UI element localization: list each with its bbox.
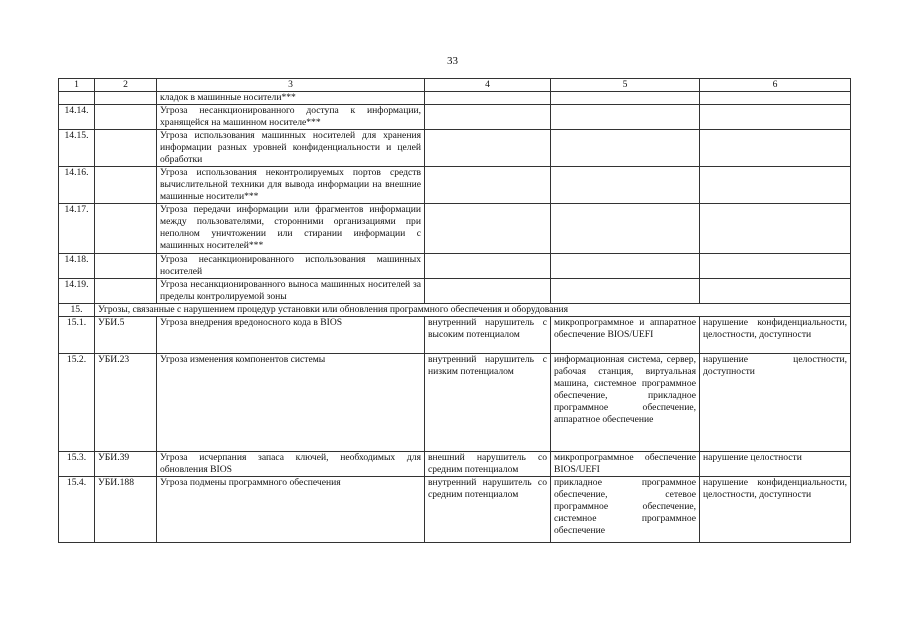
cell-threat: кладок в машинные носители*** <box>157 92 425 105</box>
table-row <box>59 279 851 304</box>
cell-object <box>551 204 700 254</box>
cell-threat: Угроза передачи информации или фрагментов информации между пользователями, сторонними организациями при неполном уничтожении или стирании информации с машинных носителей*** <box>157 204 425 254</box>
cell-threat: Угроза несанкционированного выноса машинных носителей за пределы контролируемой зоны <box>157 279 425 304</box>
table-row <box>59 354 851 452</box>
cell-code <box>95 130 157 167</box>
cell-threat: Угроза исчерпания запаса ключей, необходимых для обновления BIOS <box>157 452 425 477</box>
cell-consequence <box>700 92 851 105</box>
cell-object <box>551 92 700 105</box>
table-row <box>59 317 851 354</box>
table-header <box>59 79 851 92</box>
cell-object <box>551 105 700 130</box>
cell-consequence <box>700 204 851 254</box>
column-header: 2 <box>95 79 157 92</box>
cell-object <box>551 130 700 167</box>
column-header: 4 <box>425 79 551 92</box>
cell-code: УБИ.23 <box>95 354 157 452</box>
cell-threat: Угроза использования неконтролируемых портов средств вычислительной техники для вывода информации на внешние машинные носители*** <box>157 167 425 204</box>
table-row <box>59 452 851 477</box>
threats-table <box>58 78 851 543</box>
cell-number: 15.2. <box>59 354 95 452</box>
cell-consequence: нарушение целостности <box>700 452 851 477</box>
cell-code <box>95 167 157 204</box>
table-row <box>59 130 851 167</box>
cell-violator <box>425 130 551 167</box>
cell-code: УБИ.188 <box>95 477 157 543</box>
cell-object: прикладное программное обеспечение, сетевое программное обеспечение, системное программное обеспечение <box>551 477 700 543</box>
column-header: 6 <box>700 79 851 92</box>
column-header: 5 <box>551 79 700 92</box>
cell-code <box>95 254 157 279</box>
cell-violator <box>425 254 551 279</box>
cell-consequence <box>700 254 851 279</box>
cell-object: информационная система, сервер, рабочая станция, виртуальная машина, системное программное обеспечение, прикладное программное обеспечение, аппаратное обеспечение <box>551 354 700 452</box>
cell-violator <box>425 204 551 254</box>
cell-threat: Угроза использования машинных носителей для хранения информации разных уровней конфиденциальности и целей обработки <box>157 130 425 167</box>
cell-violator: внутренний нарушитель с высоким потенциалом <box>425 317 551 354</box>
cell-number: 14.15. <box>59 130 95 167</box>
cell-consequence <box>700 130 851 167</box>
cell-violator <box>425 92 551 105</box>
cell-consequence <box>700 279 851 304</box>
table-row <box>59 167 851 204</box>
cell-number: 14.17. <box>59 204 95 254</box>
cell-object <box>551 254 700 279</box>
cell-violator <box>425 279 551 304</box>
header-row <box>59 79 851 92</box>
column-header: 1 <box>59 79 95 92</box>
cell-threat: Угроза подмены программного обеспечения <box>157 477 425 543</box>
cell-code: УБИ.39 <box>95 452 157 477</box>
cell-violator: внутренний нарушитель с низким потенциалом <box>425 354 551 452</box>
cell-violator <box>425 105 551 130</box>
cell-number <box>59 92 95 105</box>
cell-object <box>551 279 700 304</box>
cell-violator: внешний нарушитель со средним потенциалом <box>425 452 551 477</box>
cell-code <box>95 204 157 254</box>
cell-threat: Угроза внедрения вредоносного кода в BIOS <box>157 317 425 354</box>
cell-number: 14.16. <box>59 167 95 204</box>
cell-number: 15.3. <box>59 452 95 477</box>
cell-code <box>95 105 157 130</box>
cell-number: 15.4. <box>59 477 95 543</box>
table-row <box>59 92 851 105</box>
table-row <box>59 105 851 130</box>
cell-violator: внутренний нарушитель со средним потенциалом <box>425 477 551 543</box>
cell-object <box>551 167 700 204</box>
cell-code <box>95 92 157 105</box>
cell-code: УБИ.5 <box>95 317 157 354</box>
section-row <box>59 304 851 317</box>
page-number: 33 <box>447 55 458 67</box>
cell-code <box>95 279 157 304</box>
cell-consequence: нарушение целостности, доступности <box>700 354 851 452</box>
table-row <box>59 477 851 543</box>
table-row <box>59 254 851 279</box>
section-number: 15. <box>59 304 95 317</box>
cell-violator <box>425 167 551 204</box>
cell-consequence: нарушение конфиденциальности, целостности, доступности <box>700 317 851 354</box>
table-body <box>59 92 851 543</box>
cell-consequence <box>700 167 851 204</box>
cell-consequence <box>700 105 851 130</box>
column-header: 3 <box>157 79 425 92</box>
cell-object: микропрограммное и аппаратное обеспечение BIOS/UEFI <box>551 317 700 354</box>
cell-number: 14.14. <box>59 105 95 130</box>
cell-number: 14.18. <box>59 254 95 279</box>
section-title: Угрозы, связанные с нарушением процедур установки или обновления программного обеспечения и оборудования <box>95 304 851 317</box>
cell-number: 15.1. <box>59 317 95 354</box>
cell-consequence: нарушение конфиденциальности, целостности, доступности <box>700 477 851 543</box>
table-row <box>59 204 851 254</box>
cell-number: 14.19. <box>59 279 95 304</box>
cell-threat: Угроза несанкционированного использования машинных носителей <box>157 254 425 279</box>
cell-threat: Угроза несанкционированного доступа к информации, хранящейся на машинном носителе*** <box>157 105 425 130</box>
cell-object: микропрограммное обеспечение BIOS/UEFI <box>551 452 700 477</box>
cell-threat: Угроза изменения компонентов системы <box>157 354 425 452</box>
